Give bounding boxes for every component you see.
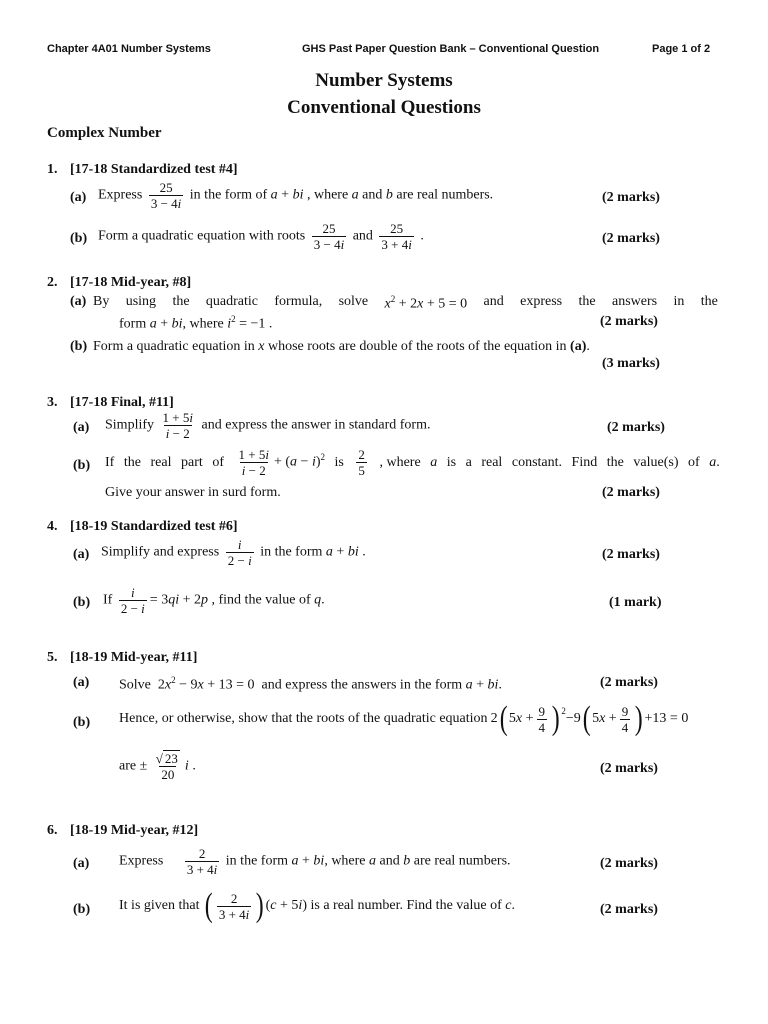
q1b-marks: (2 marks) [602, 231, 660, 246]
q3-title: [17-18 Final, #11] [70, 395, 174, 410]
page-subtitle: Conventional Questions [287, 97, 481, 118]
q1a-label: (a) [70, 190, 87, 205]
q2b-label: (b) [70, 339, 88, 354]
q5b-text-line2: are ± $\frac{√ 23}{20}$ i . [119, 751, 196, 782]
q6-title: [18-19 Mid-year, #12] [70, 823, 199, 838]
q5-title: [18-19 Mid-year, #11] [70, 650, 198, 665]
q1a-marks: (2 marks) [602, 190, 660, 205]
q5a-text: Solve $2x^2 - 9x + 13 = 0$ and express the answers in the form a + bi. [119, 675, 502, 693]
q6-number: 6. [47, 823, 58, 838]
q6a-label: (a) [73, 856, 90, 871]
header-chapter: Chapter 4A01 Number Systems [47, 43, 211, 55]
header-bank: GHS Past Paper Question Bank – Conventional Question [302, 43, 600, 55]
q4a-label: (a) [73, 547, 90, 562]
q2a-text-line1: By using the quadratic formula, solve $x^2 + 2x + 5 = 0$ and express the answers in the [93, 294, 718, 312]
q5b-text-line1: Hence, or otherwise, show that the roots of the quadratic equation 2 ( 5x + $\frac{9}{4}$ ) $^2$ −9 ( 5x + $\frac{9}{4}$ ) +13 = 0 [119, 700, 689, 737]
q2b-marks: (3 marks) [602, 356, 660, 371]
q2-title: [17-18 Mid-year, #8] [70, 275, 192, 290]
q4a-marks: (2 marks) [602, 547, 660, 562]
q4-number: 4. [47, 519, 58, 534]
q3b-marks: (2 marks) [602, 485, 660, 500]
q1b-label: (b) [70, 231, 88, 246]
q6a-marks: (2 marks) [600, 856, 658, 871]
q5a-marks: (2 marks) [600, 675, 658, 690]
q5b-marks: (2 marks) [600, 761, 658, 776]
q6a-text: Express $\frac{2}{3 + 4i}$ in the form a + bi, where a and b are real numbers. [119, 846, 511, 877]
q4b-label: (b) [73, 595, 91, 610]
q4a-text: Simplify and express $\frac{i}{2 - i}$ in the form a + bi . [101, 537, 366, 568]
section-heading: Complex Number [47, 125, 162, 141]
q2a-label: (a) [70, 294, 87, 309]
q2a-text-line2: form a + bi, where $i^2 = -1$ . [119, 314, 273, 332]
q3a-label: (a) [73, 420, 90, 435]
q3b-label: (b) [73, 458, 91, 473]
q3b-text-line1: If the real part of $\frac{1 + 5i}{i - 2}$ + $(a - i)^2$ is $\frac{2}{5}$ , where a is a real constant. Find the value(s) of a. [105, 447, 720, 478]
q1-number: 1. [47, 162, 58, 177]
q4-title: [18-19 Standardized test #6] [70, 519, 238, 534]
q4b-text: If $\frac{i}{2 - i}$ = 3qi + 2p , find the value of q. [103, 585, 325, 616]
q5b-label: (b) [73, 715, 91, 730]
q1b-text: Form a quadratic equation with roots $\frac{25}{3 - 4i}$ and $\frac{25}{3 + 4i}$ . [98, 221, 424, 252]
q2b-text: Form a quadratic equation in x whose roots are double of the roots of the equation in (a). [93, 339, 590, 354]
q2a-marks: (2 marks) [600, 314, 658, 329]
q3a-marks: (2 marks) [607, 420, 665, 435]
q3-number: 3. [47, 395, 58, 410]
header-page: Page 1 of 2 [652, 43, 711, 55]
q1a-text: Express $\frac{25}{3 - 4i}$ in the form of a + bi , where a and b are real numbers. [98, 180, 494, 211]
q5-number: 5. [47, 650, 58, 665]
q5a-label: (a) [73, 675, 90, 690]
q3b-text-line2: Give your answer in surd form. [105, 485, 281, 500]
q2-number: 2. [47, 275, 58, 290]
q4b-marks: (1 mark) [609, 595, 662, 610]
q3a-text: Simplify $\frac{1 + 5i}{i - 2}$ and express the answer in standard form. [105, 410, 431, 441]
q6b-marks: (2 marks) [600, 902, 658, 917]
q1-title: [17-18 Standardized test #4] [70, 162, 238, 177]
q6b-label: (b) [73, 902, 91, 917]
q6b-text: It is given that ( $\frac{2}{3 + 4i}$ ) (c + 5i) is a real number. Find the value of c. [119, 887, 515, 924]
page-title: Number Systems [315, 70, 453, 91]
